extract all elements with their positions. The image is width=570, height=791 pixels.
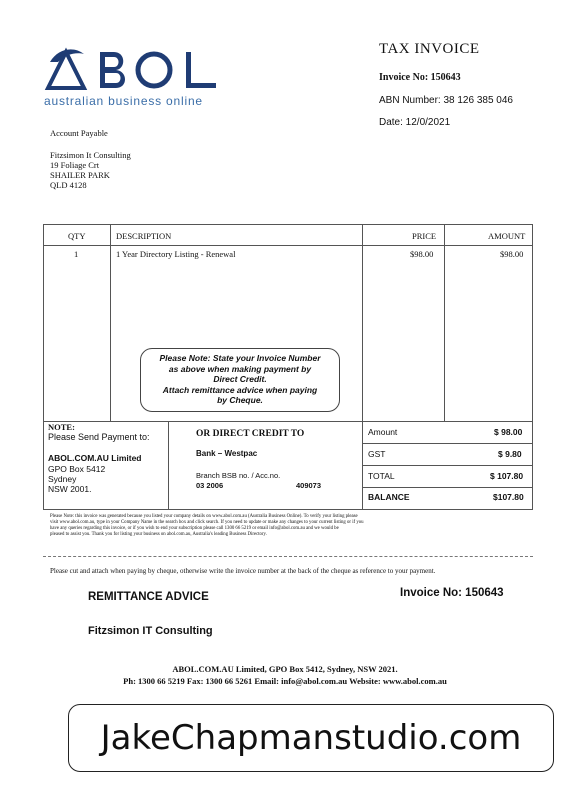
- notice-line: by Cheque.: [217, 395, 263, 405]
- account-label: Account Payable: [50, 128, 108, 138]
- remittance-invoice-number: Invoice No: 150643: [400, 587, 504, 599]
- notice-line: Attach remittance advice when paying: [162, 384, 318, 395]
- billing-line: QLD 4128: [50, 180, 87, 190]
- remittance-instruction: Please cut and attach when paying by cheque, otherwise write the invoice number at the back of the cheque as reference to your payment.: [50, 567, 436, 575]
- remittance-customer: Fitzsimon IT Consulting: [88, 625, 213, 637]
- send-payment-label: Please Send Payment to:: [48, 432, 150, 442]
- watermark-text: JakeChapmanstudio.com: [100, 718, 522, 758]
- remittance-title: REMITTANCE ADVICE: [88, 591, 209, 603]
- gst-label: GST: [368, 449, 386, 459]
- fine-print-line: Please Note: this invoice was generated because you listed your company details on www.abol.com.au (Australia Business Online). To verify your listing please: [50, 514, 358, 519]
- watermark-box: [68, 704, 554, 772]
- col-amount: AMOUNT: [488, 231, 526, 241]
- billing-line: 19 Foliage Crt: [50, 160, 100, 170]
- footer-contacts: Ph: 1300 66 5219 Fax: 1300 66 5261 Email: info@abol.com.au Website: www.abol.com.au: [123, 676, 447, 686]
- abol-logo: [44, 44, 224, 99]
- row-amount: $98.00: [500, 249, 524, 259]
- fine-print-line: visit www.abol.com.au, type in your Company Name in the search box and click search. If you need to update or make any changes to your current listing or if you: [50, 520, 364, 525]
- bank-name: Bank – Westpac: [196, 449, 258, 458]
- balance-value: $107.80: [493, 492, 524, 502]
- direct-credit-title: OR DIRECT CREDIT TO: [196, 429, 305, 439]
- total-value: $ 107.80: [490, 471, 524, 481]
- fine-print-line: pleased to assist you. Thank you for listing your business on abol.com.au, Australia's leading Business Directory.: [50, 532, 267, 537]
- payee-company: ABOL.COM.AU Limited: [48, 453, 142, 463]
- amount-label: Amount: [368, 427, 398, 437]
- notice-line: Please Note: State your Invoice Number: [159, 353, 321, 363]
- row-qty: 1: [74, 249, 79, 259]
- col-price: PRICE: [412, 231, 437, 241]
- total-label: TOTAL: [368, 471, 395, 481]
- fine-print-line: have any queries regarding this invoice, or if you wish to end your subscription please call 1300 66 5219 or email info@abol.com.au and we would be: [50, 526, 339, 531]
- row-price: $98.00: [410, 249, 434, 259]
- invoice-date: Date: 12/0/2021: [379, 117, 451, 128]
- row-description: 1 Year Directory Listing - Renewal: [116, 249, 236, 259]
- invoice-number: Invoice No: 150643: [379, 72, 461, 83]
- cut-line: [43, 556, 533, 557]
- abn-number: ABN Number: 38 126 385 046: [379, 95, 513, 106]
- bsb-number: 03 2006: [196, 481, 224, 490]
- notice-line: as above when making payment by: [168, 363, 312, 374]
- amount-value: $ 98.00: [494, 427, 523, 437]
- footer-address: ABOL.COM.AU Limited, GPO Box 5412, Sydney, NSW 2021.: [172, 664, 398, 674]
- billing-address: [50, 150, 131, 190]
- payee-address: [48, 464, 105, 494]
- fine-print: [50, 514, 530, 538]
- invoice-title: TAX INVOICE: [379, 41, 480, 57]
- balance-label: BALANCE: [368, 492, 410, 502]
- note-label: NOTE:: [48, 422, 75, 432]
- account-number: 409073: [296, 481, 322, 490]
- gst-value: $ 9.80: [498, 449, 522, 459]
- billing-line: Fitzsimon It Consulting: [50, 150, 131, 160]
- abol-logo-graphic: [44, 44, 224, 94]
- col-description: DESCRIPTION: [116, 231, 172, 241]
- payee-address-line: Sydney: [48, 474, 77, 484]
- logo-tagline: australian business online: [44, 94, 203, 108]
- notice-line: Direct Credit.: [213, 374, 267, 384]
- col-qty: QTY: [68, 231, 86, 241]
- payee-address-line: NSW 2001.: [48, 484, 92, 494]
- bsb-label: Branch BSB no. / Acc.no.: [196, 471, 281, 480]
- billing-line: SHAILER PARK: [50, 170, 110, 180]
- payee-address-line: GPO Box 5412: [48, 464, 106, 474]
- payment-notice: [140, 348, 340, 412]
